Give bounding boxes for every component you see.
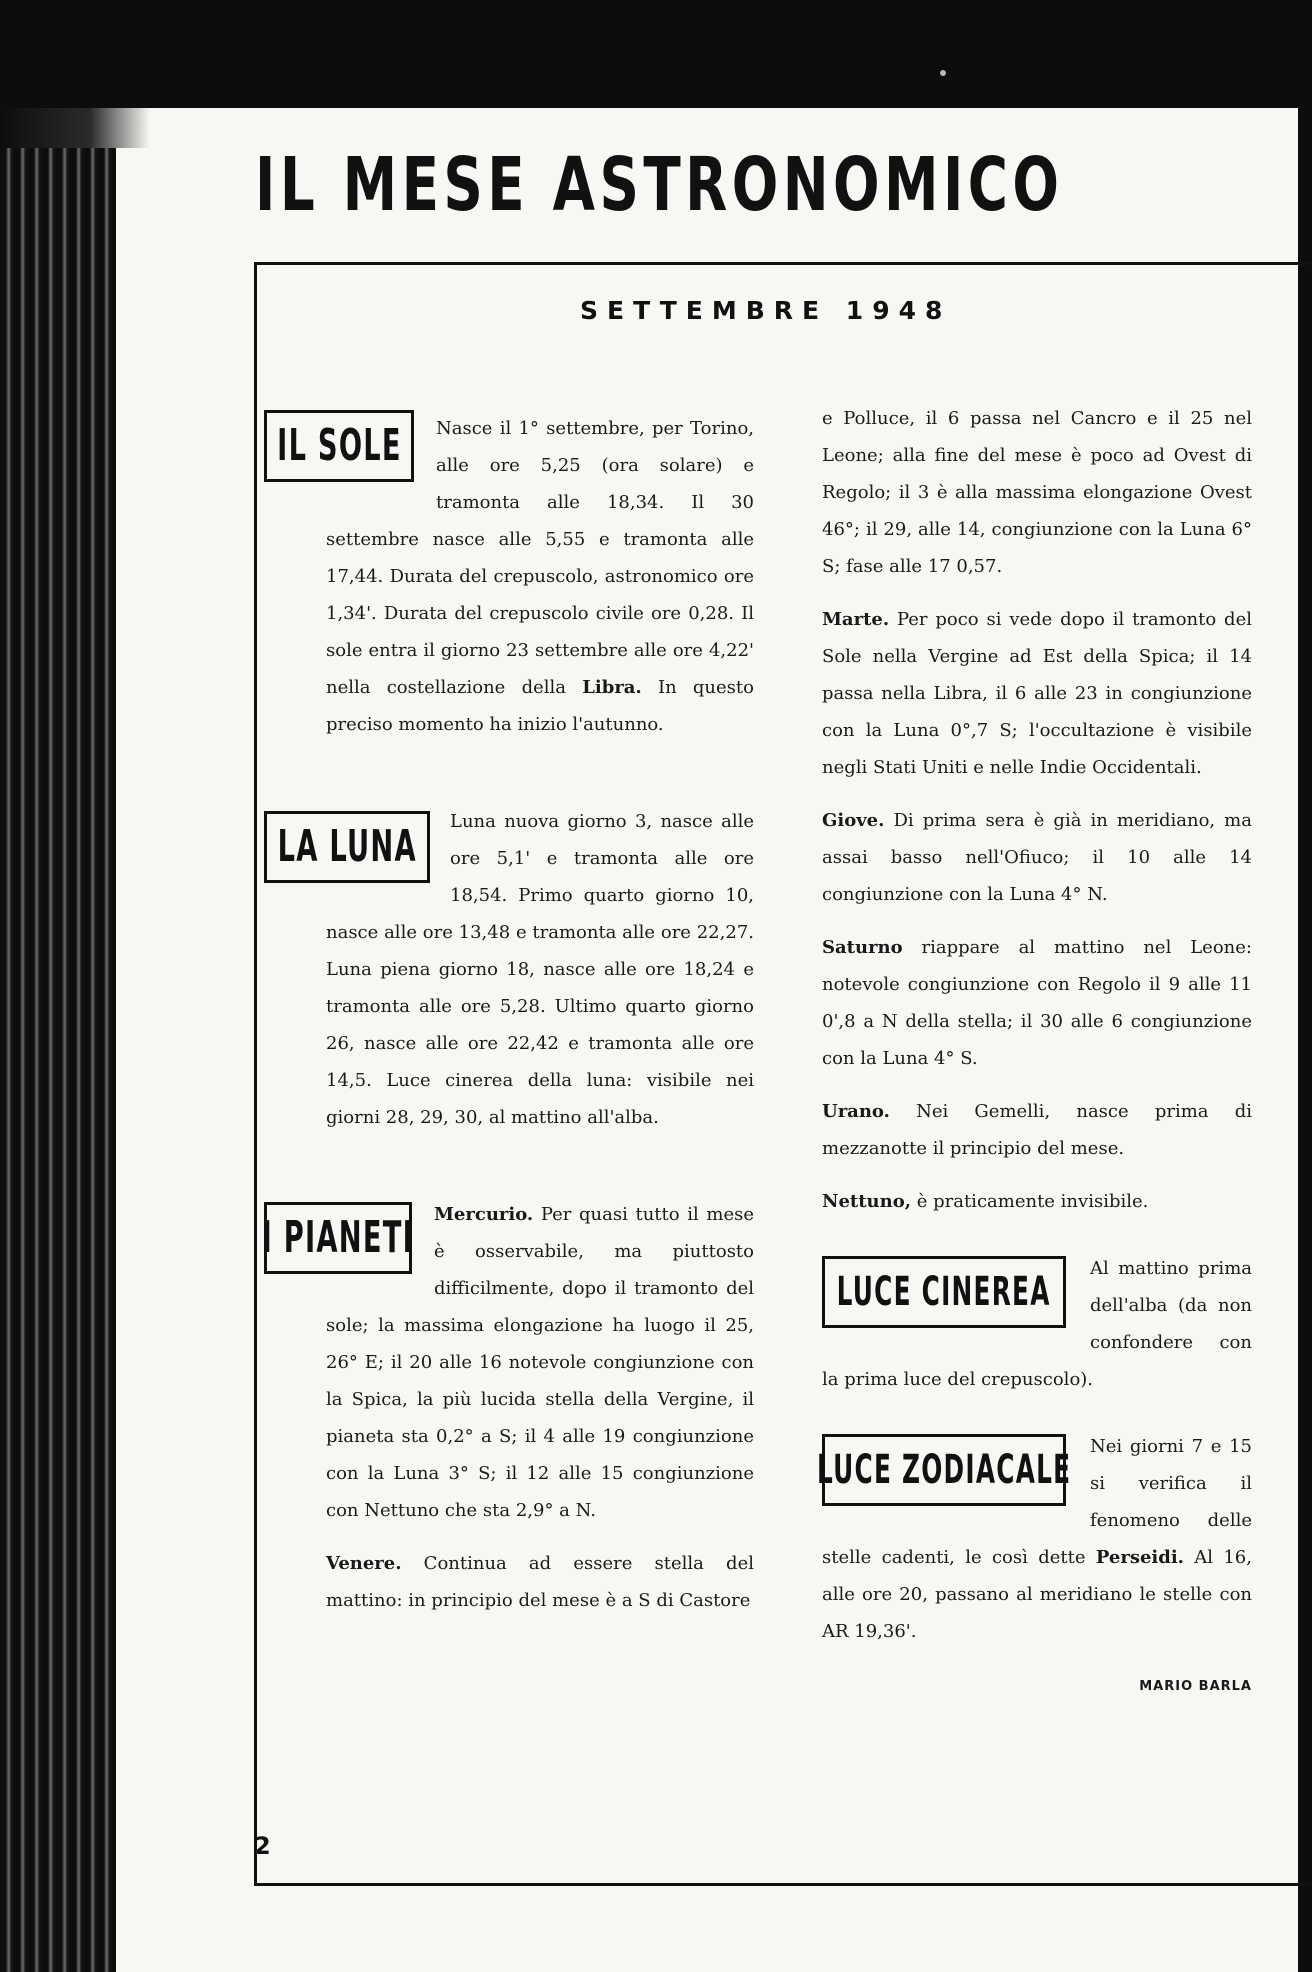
saturno-paragraph: Saturno riappare al mattino nel Leone: notevole congiunzione con Regolo il 9 alle 11 0',8 a N della stella; il 30 alle 6 congiunzione con la Luna 4° S. [822, 937, 1252, 1069]
luce-zodiacale-paragraph: Nei giorni 7 e 15 si verifica il fenomeno delle stelle cadenti, le così dette Perseidi. Al 16, alle ore 20, passano al meridiano le stelle con AR 19,36'. [822, 1436, 1252, 1642]
luce-cinerea-paragraph: Al mattino prima dell'alba (da non confondere con la prima luce del crepuscolo). [822, 1258, 1252, 1390]
left-column [261, 410, 754, 1619]
author-signature: MARIO BARLA [1139, 1679, 1252, 1694]
luna-paragraph: Luna nuova giorno 3, nasce alle ore 5,1' e tramonta alle ore 18,54. Primo quarto giorno 10, nasce alle ore 13,48 e tramonta alle ore 22,27. Luna piena giorno 18, nasce alle ore 18,24 e tramonta alle ore 5,28. Ultimo quarto giorno 26, nasce alle ore 22,42 e tramonta alle ore 14,5. Luce cinerea della luna: visibile nei giorni 28, 29, 30, al mattino all'alba. [326, 811, 754, 1128]
section-title-pianeti: I PIANETI [264, 1202, 412, 1274]
giove-paragraph: Giove. Di prima sera è già in meridiano, ma assai basso nell'Ofiuco; il 10 alle 14 congiunzione con la Luna 4° N. [822, 810, 1252, 905]
nettuno-paragraph: Nettuno, è praticamente invisibile. [822, 1191, 1149, 1212]
section-title-luce-zodiacale: LUCE ZODIACALE [822, 1434, 1066, 1506]
right-column [816, 400, 1252, 1705]
spine-shadow [0, 108, 150, 148]
sole-paragraph: Nasce il 1° settembre, per Torino, alle ore 5,25 (ora solare) e tramonta alle 18,34. Il 30 settembre nasce alle 5,55 e tramonta alle 17,44. Durata del crepuscolo, astronomico ore 1,34'. Durata del crepuscolo civile ore 0,28. Il sole entra il giorno 23 settembre alle ore 4,22' nella costellazione della Libra. In questo preciso momento ha inizio l'autunno. [326, 418, 754, 735]
marte-paragraph: Marte. Per poco si vede dopo il tramonto del Sole nella Vergine ad Est della Spica; il 14 passa nella Libra, il 6 alle 23 in congiunzione con la Luna 0°,7 S; l'occultazione è visibile negli Stati Uniti e nelle Indie Occidentali. [822, 609, 1252, 778]
urano-paragraph: Urano. Nei Gemelli, nasce prima di mezzanotte il principio del mese. [822, 1101, 1252, 1159]
mercurio-paragraph: Mercurio. Per quasi tutto il mese è osservabile, ma piuttosto difficilmente, dopo il tramonto del sole; la massima elongazione ha luogo il 25, 26° E; il 20 alle 16 notevole congiunzione con la Spica, la più lucida stella della Vergine, il pianeta sta 0,2° a S; il 4 alle 19 congiunzione con la Luna 3° S; il 12 alle 15 congiunzione con Nettuno che sta 2,9° a N. [326, 1204, 754, 1521]
venere-paragraph: Venere. Continua ad essere stella del mattino: in principio del mese è a S di Castore [326, 1553, 754, 1611]
venere-continuation: e Polluce, il 6 passa nel Cancro e il 25 nel Leone; alla fine del mese è poco ad Ovest di Regolo; il 3 è alla massima elongazione Ovest 46°; il 29, alle 14, congiunzione con la Luna 6° S; fase alle 17 0,57. [822, 408, 1252, 577]
section-title-sole: IL SOLE [264, 410, 414, 482]
page-number: 2 [254, 1832, 271, 1860]
month-subtitle: SETTEMBRE 1948 [580, 296, 952, 325]
section-title-luna: LA LUNA [264, 811, 430, 883]
speck [940, 70, 946, 76]
book-spine-page-edges [0, 108, 116, 1972]
top-dark-border [0, 0, 1312, 108]
page-title: IL MESE ASTRONOMICO [255, 142, 1064, 228]
section-title-luce-cinerea: LUCE CINEREA [822, 1256, 1066, 1328]
